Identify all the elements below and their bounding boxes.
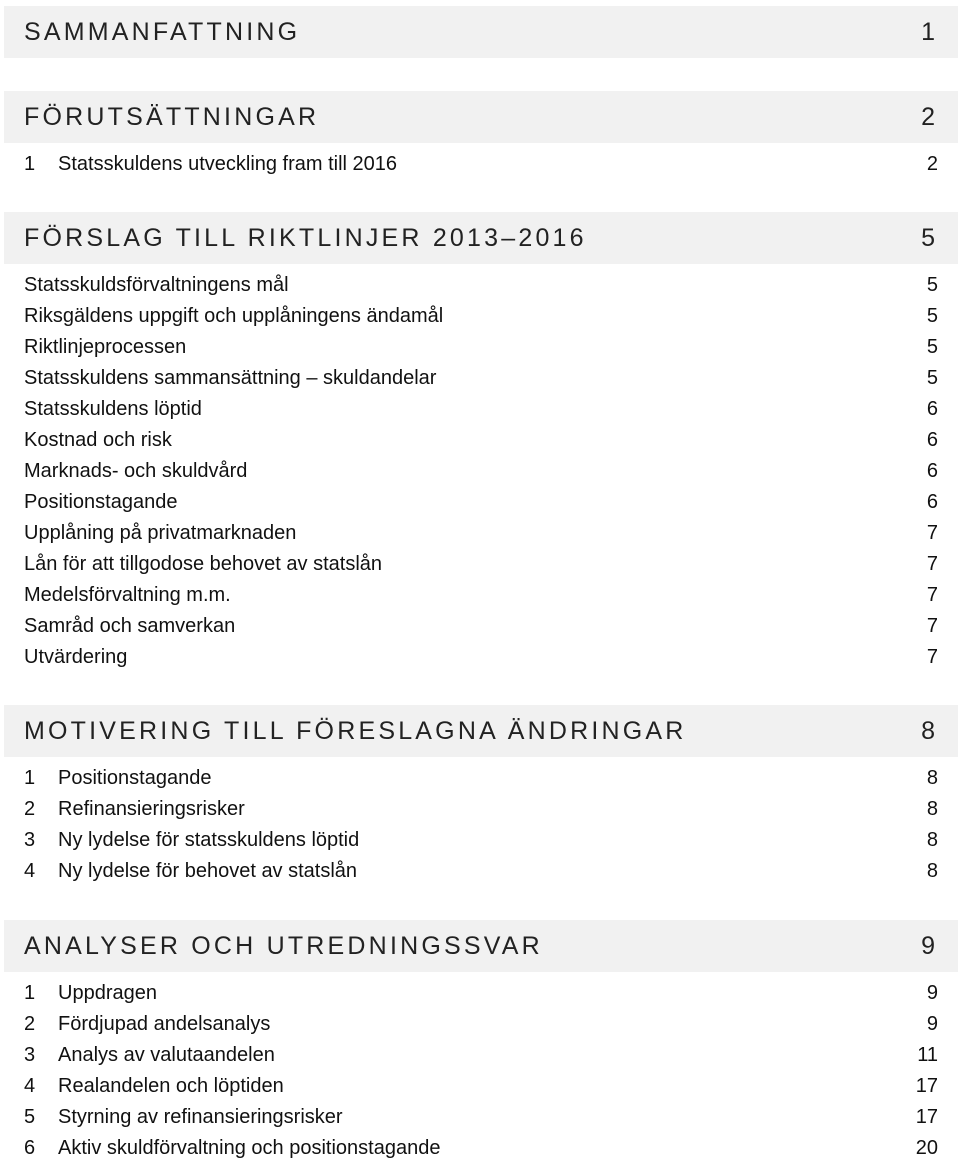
toc-entry: [24, 978, 938, 1008]
entry-page-number: 20: [915, 1136, 938, 1159]
toc-entry: [24, 642, 938, 672]
entry-title: Statsskuldsförvaltningens mål: [24, 273, 289, 296]
toc-entry: [24, 825, 938, 855]
entry-page-number: 2: [926, 152, 938, 175]
toc-entry: [24, 580, 938, 610]
entry-title: Kostnad och risk: [24, 428, 172, 451]
entry-title: Statsskuldens löptid: [24, 397, 202, 420]
entry-title: Statsskuldens utveckling fram till 2016: [58, 152, 398, 175]
section-page-number: 8: [921, 716, 936, 745]
section-title: MOTIVERING TILL FÖRESLAGNA ÄNDRINGAR: [24, 716, 687, 745]
entry-title: Riktlinjeprocessen: [24, 335, 187, 358]
entry-number: 2: [24, 1012, 36, 1035]
entry-title: Positionstagande: [24, 490, 178, 513]
entry-title: Ny lydelse för statsskuldens löptid: [58, 828, 360, 851]
toc-entry: [24, 1102, 938, 1132]
toc-entry: [24, 518, 938, 548]
entry-page-number: 7: [926, 645, 938, 668]
entry-number: 1: [24, 981, 36, 1004]
toc-entry: [24, 394, 938, 424]
section-heading: [4, 91, 958, 143]
entry-number: 3: [24, 828, 36, 851]
entry-title: Aktiv skuldförvaltning och positionstagande: [58, 1136, 441, 1159]
entry-title: Upplåning på privatmarknaden: [24, 521, 297, 544]
toc-entry: [24, 1071, 938, 1101]
entry-title: Analys av valutaandelen: [58, 1043, 275, 1066]
entry-page-number: 9: [926, 1012, 938, 1035]
toc-entry: [24, 549, 938, 579]
entry-number: 1: [24, 152, 36, 175]
toc-entry: [24, 487, 938, 517]
toc-entry: [24, 856, 938, 886]
section-title: ANALYSER OCH UTREDNINGSSVAR: [24, 931, 543, 960]
section-page-number: 5: [921, 223, 936, 252]
entry-page-number: 7: [926, 552, 938, 575]
toc-entry: [24, 1133, 938, 1163]
entry-page-number: 5: [926, 335, 938, 358]
toc-entry: [24, 1009, 938, 1039]
toc-entry: [24, 794, 938, 824]
toc-entry: [24, 425, 938, 455]
entry-page-number: 8: [926, 797, 938, 820]
entry-page-number: 17: [915, 1105, 938, 1128]
entry-title: Fördjupad andelsanalys: [58, 1012, 271, 1035]
entry-page-number: 17: [915, 1074, 938, 1097]
entry-title: Realandelen och löptiden: [58, 1074, 284, 1097]
entry-title: Marknads- och skuldvård: [24, 459, 248, 482]
entry-page-number: 6: [926, 397, 938, 420]
section-title: SAMMANFATTNING: [24, 17, 301, 46]
toc-entry: [24, 363, 938, 393]
toc-entry: [24, 149, 938, 179]
entry-page-number: 9: [926, 981, 938, 1004]
entry-title: Uppdragen: [58, 981, 157, 1004]
entry-number: 6: [24, 1136, 36, 1159]
entry-number: 4: [24, 1074, 36, 1097]
entry-page-number: 11: [917, 1043, 938, 1066]
entry-page-number: 5: [926, 273, 938, 296]
entry-page-number: 8: [926, 766, 938, 789]
section-title: FÖRUTSÄTTNINGAR: [24, 102, 320, 131]
section-page-number: 2: [921, 102, 936, 131]
entry-page-number: 8: [926, 859, 938, 882]
section-title: FÖRSLAG TILL RIKTLINJER 2013–2016: [24, 223, 587, 252]
section-heading: [4, 212, 958, 264]
entry-title: Styrning av refinansieringsrisker: [58, 1105, 343, 1128]
toc-entry: [24, 1040, 938, 1070]
entry-page-number: 5: [926, 366, 938, 389]
entry-title: Riksgäldens uppgift och upplåningens ändamål: [24, 304, 444, 327]
entry-page-number: 6: [926, 428, 938, 451]
toc-entry: [24, 332, 938, 362]
section-heading: [4, 705, 958, 757]
entry-page-number: 8: [926, 828, 938, 851]
entry-title: Refinansieringsrisker: [58, 797, 245, 820]
entry-page-number: 6: [926, 490, 938, 513]
entry-title: Samråd och samverkan: [24, 614, 236, 637]
entry-title: Utvärdering: [24, 645, 128, 668]
entry-number: 2: [24, 797, 36, 820]
entry-page-number: 7: [926, 614, 938, 637]
entry-number: 3: [24, 1043, 36, 1066]
entry-page-number: 7: [926, 521, 938, 544]
toc-entry: [24, 456, 938, 486]
entry-page-number: 7: [926, 583, 938, 606]
entry-number: 1: [24, 766, 36, 789]
section-page-number: 1: [921, 17, 936, 46]
entry-title: Medelsförvaltning m.m.: [24, 583, 231, 606]
section-heading: [4, 920, 958, 972]
entry-title: Ny lydelse för behovet av statslån: [58, 859, 358, 882]
entry-title: Lån för att tillgodose behovet av statslån: [24, 552, 383, 575]
entry-number: 4: [24, 859, 36, 882]
entry-number: 5: [24, 1105, 36, 1128]
section-heading: [4, 6, 958, 58]
toc-entry: [24, 270, 938, 300]
section-page-number: 9: [921, 931, 936, 960]
toc-entry: [24, 301, 938, 331]
entry-title: Statsskuldens sammansättning – skuldandelar: [24, 366, 437, 389]
entry-page-number: 5: [926, 304, 938, 327]
toc-entry: [24, 611, 938, 641]
toc-entry: [24, 763, 938, 793]
entry-page-number: 6: [926, 459, 938, 482]
entry-title: Positionstagande: [58, 766, 212, 789]
